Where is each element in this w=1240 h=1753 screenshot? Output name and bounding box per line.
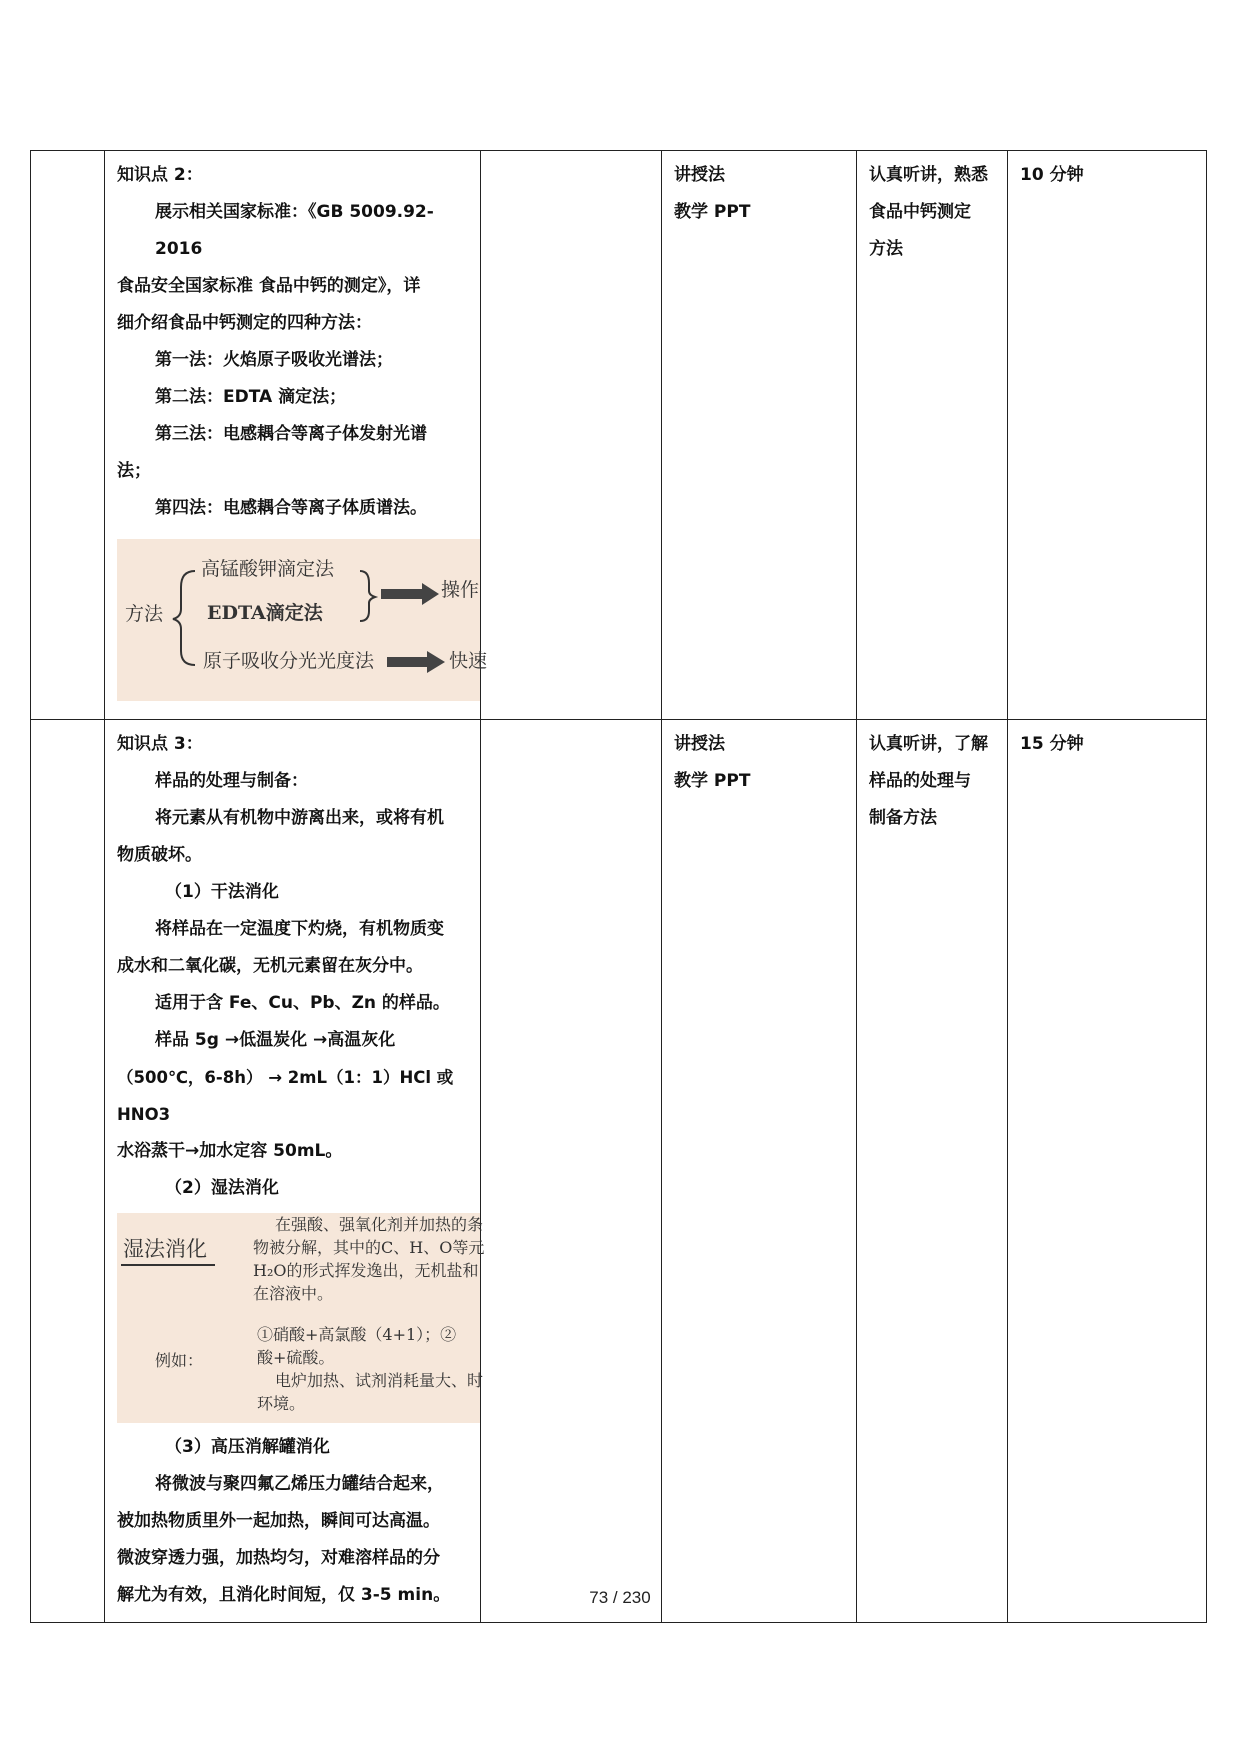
content-cell [105,720,485,1623]
blank-cell [481,151,662,720]
diagram-arrow-label: 操作 [441,579,480,601]
figure-text: 电炉加热、试剂消耗量大、时 [275,1371,484,1390]
content-line: 将微波与聚四氟乙烯压力罐结合起来， [155,1474,444,1494]
figure-text: 酸+硫酸。 [257,1348,335,1367]
blank-cell [31,151,105,720]
student-line: 食品中钙测定 [869,202,971,222]
content-line: 水浴蒸干→加水定容 50mL。 [117,1141,343,1161]
method-cell [662,720,857,1623]
figure-text: 在强酸、强氧化剂并加热的条 [275,1215,484,1234]
lesson-plan-table [30,150,1207,1623]
content-line: 微波穿透力强，加热均匀，对难溶样品的分 [117,1548,440,1568]
method-cell [662,151,857,720]
content-line: 法； [117,461,151,481]
content-line: 样品的处理与制备： [155,771,308,791]
diagram-branch-label: EDTA滴定法 [207,602,323,624]
table-row-knowledge-point-2 [31,151,1207,720]
page-number: 73 / 230 [589,1588,651,1607]
content-line: 被加热物质里外一起加热，瞬间可达高温。 [117,1511,440,1531]
time-cell [1008,151,1207,720]
content-line: 第三法：电感耦合等离子体发射光谱 [155,424,427,444]
figure-title: 湿法消化 [123,1237,207,1261]
content-line: 将样品在一定温度下灼烧，有机物质变 [155,919,444,939]
figure-text: ①硝酸+高氯酸（4+1）；② [257,1325,457,1344]
method-line: 讲授法 [674,165,725,185]
figure-text: 环境。 [257,1394,306,1413]
content-line: 展示相关国家标准：《GB 5009.92-2016 [155,202,434,259]
content-line: 第四法：电感耦合等离子体质谱法。 [155,498,427,518]
figure-text: 物被分解，其中的C、H、O等元 [253,1238,485,1257]
knowledge-point-title: 知识点 3： [117,734,203,754]
methods-diagram-image [117,539,488,701]
student-line: 样品的处理与 [869,771,971,791]
figure-text: 在溶液中。 [253,1284,334,1303]
blank-cell [31,720,105,1623]
student-line: 方法 [869,239,903,259]
content-line: 适用于含 Fe、Cu、Pb、Zn 的样品。 [155,993,450,1013]
time-value: 15 分钟 [1020,734,1084,754]
content-line: （500℃，6-8h） → 2mL（1：1）HCl 或 HNO3 [117,1068,454,1124]
diagram-root-label: 方法 [125,603,164,625]
table-row-knowledge-point-3 [31,720,1207,1623]
student-line: 认真听讲，了解 [869,734,988,754]
method-line: 讲授法 [674,734,725,754]
time-value: 10 分钟 [1020,165,1084,185]
content-cell [105,151,488,720]
time-cell [1008,720,1207,1623]
student-line: 制备方法 [869,808,937,828]
content-line: （3）高压消解罐消化 [165,1437,330,1457]
content-line: （1）干法消化 [165,882,279,902]
content-line: 食品安全国家标准 食品中钙的测定》，详 [117,276,421,296]
content-line: 样品 5g →低温炭化 →高温灰化 [155,1030,396,1050]
content-line: 第一法：火焰原子吸收光谱法； [155,350,393,370]
content-line: 解尤为有效，且消化时间短，仅 3-5 min。 [117,1585,451,1605]
content-line: 将元素从有机物中游离出来，或将有机 [155,808,444,828]
content-line: 物质破坏。 [117,845,202,865]
student-line: 认真听讲，熟悉 [869,165,988,185]
figure-text: H₂O的形式挥发逸出，无机盐和 [253,1261,479,1280]
student-activity-cell [857,151,1008,720]
diagram-branch-label: 原子吸收分光光度法 [203,650,375,672]
example-label: 例如： [155,1351,204,1370]
method-line: 教学 PPT [674,771,751,791]
content-line: 成水和二氧化碳，无机元素留在灰分中。 [117,956,423,976]
diagram-arrow-label: 快速 [449,650,488,672]
diagram-branch-label: 高锰酸钾滴定法 [201,558,335,580]
wet-digestion-image [117,1213,485,1423]
knowledge-point-title: 知识点 2： [117,165,203,185]
content-line: 细介绍食品中钙测定的四种方法： [117,313,372,333]
method-line: 教学 PPT [674,202,751,222]
student-activity-cell [857,720,1008,1623]
content-line: （2）湿法消化 [165,1178,279,1198]
blank-cell [481,720,662,1623]
content-line: 第二法：EDTA 滴定法； [155,387,347,407]
